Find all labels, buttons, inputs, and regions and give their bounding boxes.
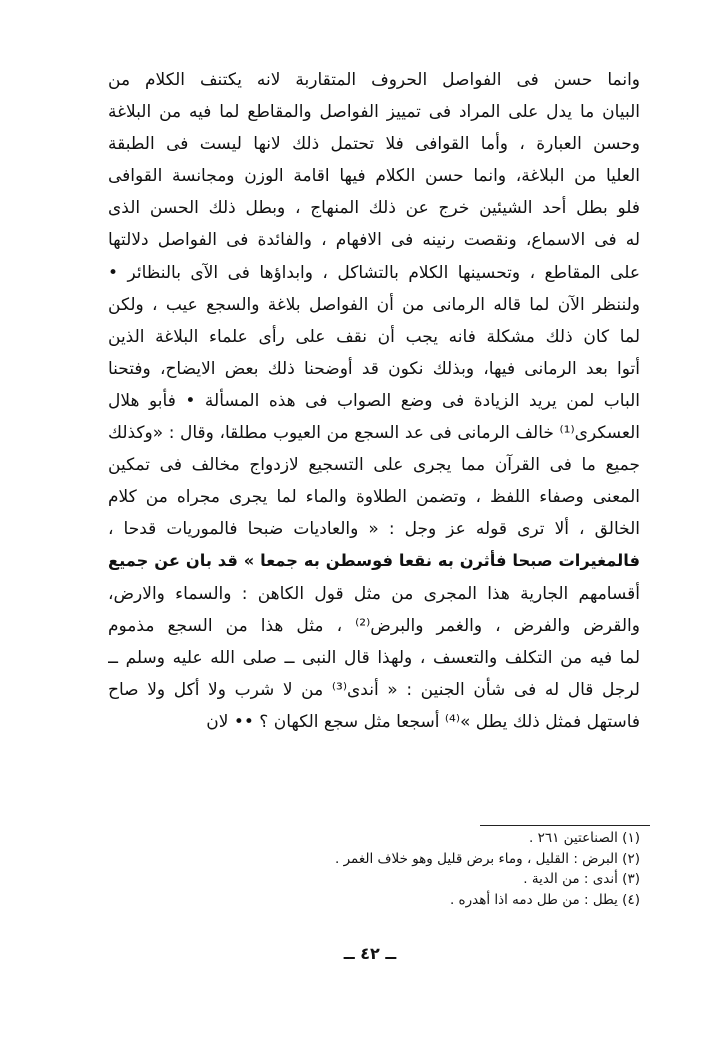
text-line: البيان ما يدل على المراد فى تمييز الفواصل والمقاطع لما فيه من البلاغة	[108, 102, 640, 123]
text-line: العسكرى⁽¹⁾ خالف الرمانى فى عد السجع من العيوب مطلقا، وقال : «وكذلك	[108, 423, 640, 444]
text-line: جميع ما فى القرآن مما يجرى على التسجيع لازدواج مخالف فى تمكين	[108, 455, 640, 476]
page-number: ــ ٤٢ ــ	[343, 944, 397, 963]
text-line: المعنى وصفاء اللفظ ، وتضمن الطلاوة والماء لما يجرى مجراه من كلام	[108, 487, 640, 508]
footnote-1: (١) الصناعتين ٢٦١ .	[529, 830, 640, 846]
text-line: العليا من البلاغة، وانما حسن الكلام فيها اقامة الوزن ومجانسة القوافى	[108, 166, 640, 187]
text-line: الخالق ، ألا ترى قوله عز وجل : « والعاديات ضبحا فالموريات قدحا ،	[108, 519, 640, 540]
text-line: وحسن العبارة ، وأما القوافى فلا تحتمل ذلك لانها ليست فى الطبقة	[108, 134, 640, 155]
text-line: فاستهل فمثل ذلك يطل »⁽⁴⁾ أسجعا مثل سجع الكهان ؟ •• لان	[206, 711, 640, 732]
text-line: وانما حسن فى الفواصل الحروف المتقاربة لانه يكتنف الكلام من	[108, 70, 640, 90]
text-line: ولننظر الآن لما قاله الرمانى من أن الفواصل بلاغة والسجع عيب ، ولكن	[108, 294, 640, 315]
text-line: لما كان ذلك مشكلة فانه يجب أن نقف على رأى علماء البلاغة الذين	[108, 326, 640, 347]
text-line: والقرض والفرض ، والغمر والبرض⁽²⁾ ، مثل هذا من السجع مذموم	[108, 615, 640, 636]
footnote-2: (٢) البرض : القليل ، وماء برض قليل وهو خلاف الغمر .	[335, 850, 640, 867]
text-line: أتوا بعد الرمانى فيها، وبذلك نكون قد أوضحنا ذلك بعض الايضاح، وفتحنا	[108, 358, 640, 379]
footnote-separator	[480, 825, 650, 826]
quran-quote-line: فالمغيرات صبحا فأثرن به نقعا فوسطن به جمعا » قد بان عن جميع	[108, 551, 640, 571]
footnote-3: (٣) أندى : من الدية .	[523, 871, 640, 887]
text-line: لما فيه من التكلف والتعسف ، ولهذا قال النبى ــ صلى الله عليه وسلم ــ	[108, 647, 640, 668]
main-text-block	[108, 64, 640, 738]
text-line: أقسامهم الجارية هذا المجرى من مثل قول الكاهن : والسماء والارض،	[108, 583, 640, 604]
footnote-4: (٤) يطل : من طل دمه اذا أهدره .	[449, 891, 640, 908]
text-line: لرجل قال له فى شأن الجنين : « أندى⁽³⁾ من لا شرب ولا أكل ولا صاح	[108, 679, 640, 700]
text-line: له فى الاسماع، ونقصت رنينه فى الافهام ، والفائدة فى الفواصل دلالتها	[108, 230, 640, 251]
footnotes	[180, 828, 640, 910]
text-line: الباب لمن يريد الزيادة فى وضع الصواب فى هذه المسألة • فأبو هلال	[108, 390, 640, 411]
text-line: على المقاطع ، وتحسينها الكلام بالتشاكل ، وابداؤها فى الآى بالنظائر •	[108, 262, 640, 283]
text-line: فلو بطل أحد الشيئين خرج عن ذلك المنهاج ، وبطل ذلك الحسن الذى	[108, 198, 640, 219]
